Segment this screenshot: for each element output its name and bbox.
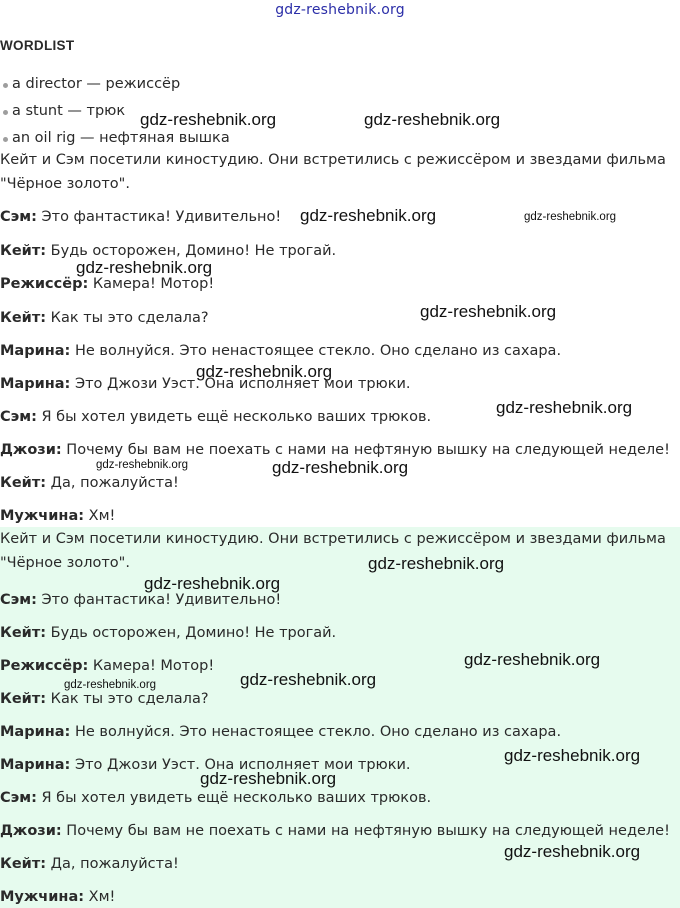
line-text: Это фантастика! Удивительно! [36, 592, 282, 608]
speaker-name: Кейт: [0, 625, 47, 641]
watermark: gdz-reshebnik.org [300, 206, 437, 225]
speaker-name: Сэм: [0, 790, 37, 806]
speaker-name: Сэм: [0, 592, 37, 608]
speaker-name: Кейт: [0, 475, 47, 491]
line-text: Не волнуйся. Это ненастоящее стекло. Оно сделано из сахара. [70, 724, 562, 740]
line-text: Да, пожалуйста! [46, 856, 179, 872]
wordlist-item: a stunt — трюк [0, 98, 230, 125]
line-text: Я бы хотел увидеть ещё несколько ваших трюков. [36, 790, 432, 806]
watermark: gdz-reshebnik.org [196, 362, 333, 381]
line-text: Будь осторожен, Домино! Не трогай. [46, 243, 337, 259]
watermark: gdz-reshebnik.org [272, 458, 409, 477]
speaker-name: Марина: [0, 376, 71, 392]
dialogue-line [0, 406, 431, 428]
line-text: Это фантастика! Удивительно! [36, 209, 282, 225]
speaker-name: Режиссёр: [0, 276, 89, 292]
watermark: gdz-reshebnik.org [420, 302, 557, 321]
top-watermark: gdz-reshebnik.org [275, 2, 405, 18]
speaker-name: Марина: [0, 724, 71, 740]
watermark: gdz-reshebnik.org [200, 769, 337, 788]
dialogue-line [0, 622, 336, 644]
line-text: Камера! Мотор! [88, 276, 215, 292]
wordlist-item: a director — режиссёр [0, 71, 230, 98]
speaker-name: Марина: [0, 343, 71, 359]
dialogue-line [0, 206, 281, 228]
speaker-name: Режиссёр: [0, 658, 89, 674]
watermark: gdz-reshebnik.org [504, 746, 641, 765]
line-text: Не волнуйся. Это ненастоящее стекло. Оно сделано из сахара. [70, 343, 562, 359]
watermark: gdz-reshebnik.org [496, 398, 633, 417]
watermark: gdz-reshebnik.org [144, 574, 281, 593]
dialogue-line [0, 655, 214, 677]
line-text: Почему бы вам не поехать с нами на нефтяную вышку на следующей неделе! [61, 442, 670, 458]
line-text: Это Джози Уэст. Она исполняет мои трюки. [70, 757, 411, 773]
dialogue-line [0, 853, 179, 875]
watermark: gdz-reshebnik.org [140, 110, 277, 129]
wordlist-item: an oil rig — нефтяная вышка [0, 125, 230, 152]
speaker-name: Кейт: [0, 243, 47, 259]
watermark: gdz-reshebnik.org [464, 650, 601, 669]
dialogue-line [0, 787, 431, 809]
speaker-name: Джози: [0, 823, 62, 839]
dialogue-line [0, 472, 179, 494]
dialogue-line [0, 307, 209, 329]
speaker-name: Сэм: [0, 209, 37, 225]
watermark: gdz-reshebnik.org [364, 110, 501, 129]
dialogue-line [0, 340, 561, 362]
line-text: Камера! Мотор! [88, 658, 215, 674]
speaker-name: Джози: [0, 442, 62, 458]
line-text: Хм! [84, 508, 116, 524]
line-text: Как ты это сделала? [46, 310, 209, 326]
speaker-name: Кейт: [0, 310, 47, 326]
dialogue-line [0, 886, 115, 908]
dialogue-intro: Кейт и Сэм посетили киностудию. Они встретились с режиссёром и звездами фильма "Чёрное золото". [0, 531, 666, 571]
watermark: gdz-reshebnik.org [96, 459, 189, 471]
dialogue-line [0, 820, 670, 842]
speaker-name: Кейт: [0, 691, 47, 707]
watermark: gdz-reshebnik.org [504, 842, 641, 861]
line-text: Я бы хотел увидеть ещё несколько ваших трюков. [36, 409, 432, 425]
dialogue-line [0, 505, 115, 527]
line-text: Да, пожалуйста! [46, 475, 179, 491]
line-text: Хм! [84, 889, 116, 905]
speaker-name: Мужчина: [0, 508, 85, 524]
watermark: gdz-reshebnik.org [368, 554, 505, 573]
watermark: gdz-reshebnik.org [76, 258, 213, 277]
speaker-name: Сэм: [0, 409, 37, 425]
watermark: gdz-reshebnik.org [240, 670, 377, 689]
speaker-name: Кейт: [0, 856, 47, 872]
watermark: gdz-reshebnik.org [64, 679, 157, 691]
watermark: gdz-reshebnik.org [524, 211, 617, 223]
speaker-name: Марина: [0, 757, 71, 773]
dialogue-line [0, 688, 209, 710]
dialogue-line [0, 721, 561, 743]
speaker-name: Мужчина: [0, 889, 85, 905]
line-text: Это Джози Уэст. Она исполняет мои трюки. [70, 376, 411, 392]
line-text: Как ты это сделала? [46, 691, 209, 707]
line-text: Почему бы вам не поехать с нами на нефтяную вышку на следующей неделе! [61, 823, 670, 839]
dialogue-intro: Кейт и Сэм посетили киностудию. Они встретились с режиссёром и звездами фильма "Чёрное золото". [0, 152, 666, 192]
line-text: Будь осторожен, Домино! Не трогай. [46, 625, 337, 641]
wordlist-heading: WORDLIST [0, 38, 75, 53]
